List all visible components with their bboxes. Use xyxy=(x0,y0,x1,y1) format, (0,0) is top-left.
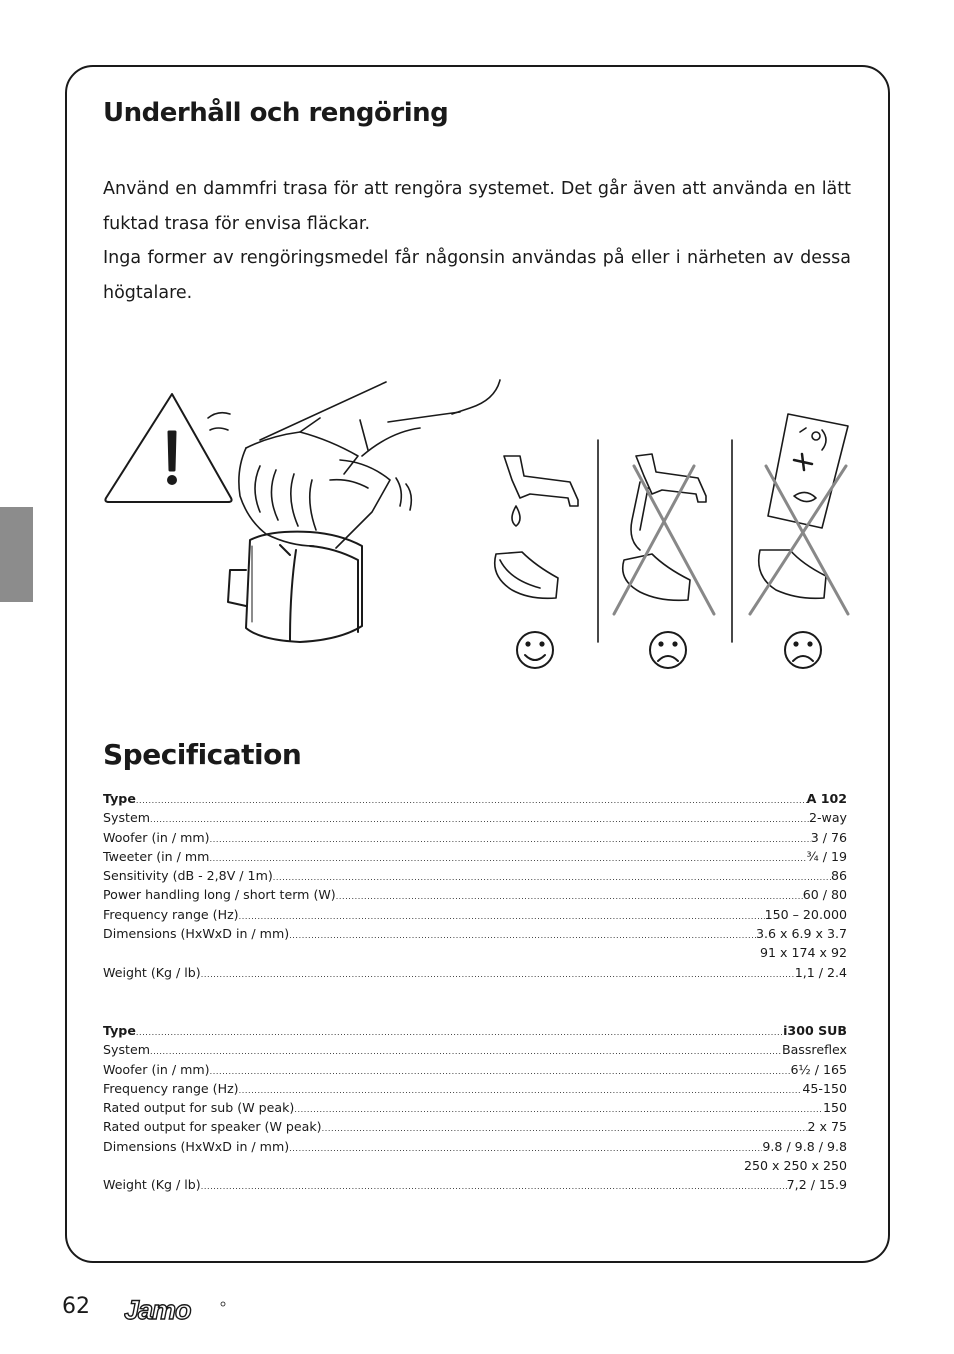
spec-a102-row xyxy=(103,789,847,808)
spec-value: 60 / 80 xyxy=(802,887,847,903)
speaker-illustration xyxy=(228,532,362,642)
spec-label: Weight (Kg / lb) xyxy=(103,964,201,980)
spec-leader-dots xyxy=(136,789,807,810)
spec-label: Tweeter (in / mm xyxy=(103,848,210,864)
spec-leader-dots xyxy=(322,1117,808,1138)
spec-i300-row xyxy=(103,1021,847,1040)
maintenance-paragraph-1: Använd en dammfri trasa för att rengöra systemet. Det går även att använda en lätt fuktad trasa för envisa fläckar. xyxy=(103,179,851,234)
spec-a102-row xyxy=(103,866,847,885)
warning-icon xyxy=(105,394,231,502)
side-tab-marker xyxy=(0,507,33,602)
spec-a102-row xyxy=(103,828,847,847)
spec-leader-dots xyxy=(210,1060,791,1081)
spec-i300-row xyxy=(103,1079,847,1098)
spec-label: Frequency range (Hz) xyxy=(103,1080,239,1096)
water-tap-icon xyxy=(495,456,578,598)
spec-value: Bassreflex xyxy=(781,1042,847,1058)
spec-value: 2 x 75 xyxy=(807,1119,847,1135)
spec-value: 2-way xyxy=(808,810,847,826)
spec-i300-row xyxy=(103,1156,847,1175)
spec-value: 91 x 174 x 92 xyxy=(759,945,847,961)
spec-value: 1,1 / 2.4 xyxy=(794,964,847,980)
spec-label: Power handling long / short term (W) xyxy=(103,887,336,903)
spec-label: Weight (Kg / lb) xyxy=(103,1177,201,1193)
spec-value: 150 xyxy=(822,1100,847,1116)
spec-leader-dots xyxy=(273,866,831,887)
spec-value: 7,2 / 15.9 xyxy=(786,1177,847,1193)
spec-label: Type xyxy=(103,1023,136,1038)
happy-face-icon xyxy=(517,632,553,668)
spec-label: Woofer (in / mm) xyxy=(103,829,210,845)
spec-label: Woofer (in / mm) xyxy=(103,1061,210,1077)
spec-value: 9.8 / 9.8 / 9.8 xyxy=(762,1138,847,1154)
spec-value: 45-150 xyxy=(802,1080,847,1096)
maintenance-paragraph-2: Inga former av rengöringsmedel får någonsin användas på eller i närheten av dessa högtalare. xyxy=(103,248,851,303)
spec-value: ¾ / 19 xyxy=(806,848,847,864)
spec-leader-dots xyxy=(289,924,756,945)
spec-leader-dots xyxy=(150,808,809,829)
spec-label: Dimensions (HxWxD in / mm) xyxy=(103,926,290,942)
spec-a102-row xyxy=(103,943,847,962)
spec-label: Dimensions (HxWxD in / mm) xyxy=(103,1138,290,1154)
spec-label: Rated output for speaker (W peak) xyxy=(103,1119,322,1135)
specification-title: Specification xyxy=(103,738,302,771)
spec-a102-row xyxy=(103,808,847,827)
spec-table-i300 xyxy=(103,1021,847,1195)
maintenance-text xyxy=(103,172,851,310)
spec-value: i300 SUB xyxy=(783,1023,847,1038)
spec-label: Frequency range (Hz) xyxy=(103,906,239,922)
spec-leader-dots xyxy=(201,1175,787,1196)
crossed-tap-icon xyxy=(614,454,714,614)
spec-label: Type xyxy=(103,791,136,806)
spec-leader-dots xyxy=(210,828,811,849)
spec-label: Rated output for sub (W peak) xyxy=(103,1100,295,1116)
spec-leader-dots xyxy=(289,1137,762,1158)
spec-a102-row xyxy=(103,924,847,943)
spec-label: System xyxy=(103,810,150,826)
hand-cloth-illustration xyxy=(208,380,500,548)
spec-value: A 102 xyxy=(806,791,847,806)
spec-i300-row xyxy=(103,1175,847,1194)
cleaning-illustration xyxy=(100,370,860,680)
spec-leader-dots xyxy=(201,963,795,984)
spec-leader-dots xyxy=(136,1021,783,1042)
spec-leader-dots xyxy=(336,885,803,906)
sad-face-icon-2 xyxy=(785,632,821,668)
spec-table-a102 xyxy=(103,789,847,982)
spec-i300-row xyxy=(103,1098,847,1117)
spec-leader-dots xyxy=(150,1040,782,1061)
sad-face-icon xyxy=(650,632,686,668)
spec-value: 150 – 20.000 xyxy=(764,906,847,922)
spec-leader-dots xyxy=(239,905,765,926)
page-number: 62 xyxy=(62,1294,90,1319)
spec-value: 86 xyxy=(830,868,847,884)
spec-a102-row xyxy=(103,963,847,982)
spec-i300-row xyxy=(103,1060,847,1079)
maintenance-title: Underhåll och rengöring xyxy=(103,98,449,128)
spec-value: 6½ / 165 xyxy=(790,1061,847,1077)
spec-leader-dots xyxy=(294,1098,823,1119)
svg-text:Jamo: Jamo xyxy=(124,1296,191,1325)
spec-i300-row xyxy=(103,1117,847,1136)
spec-a102-row xyxy=(103,847,847,866)
spec-label: System xyxy=(103,1042,150,1058)
spec-a102-row xyxy=(103,885,847,904)
jamo-logo xyxy=(124,1296,228,1326)
cleaning-agent-bottle-icon xyxy=(750,414,848,614)
spec-value: 3 / 76 xyxy=(810,829,847,845)
spec-label: Sensitivity (dB - 2,8V / 1m) xyxy=(103,868,273,884)
spec-value: 3.6 x 6.9 x 3.7 xyxy=(755,926,847,942)
spec-leader-dots xyxy=(209,847,806,868)
spec-a102-row xyxy=(103,905,847,924)
spec-leader-dots xyxy=(239,1079,803,1100)
spec-i300-row xyxy=(103,1137,847,1156)
spec-i300-row xyxy=(103,1040,847,1059)
spec-value: 250 x 250 x 250 xyxy=(743,1158,847,1174)
